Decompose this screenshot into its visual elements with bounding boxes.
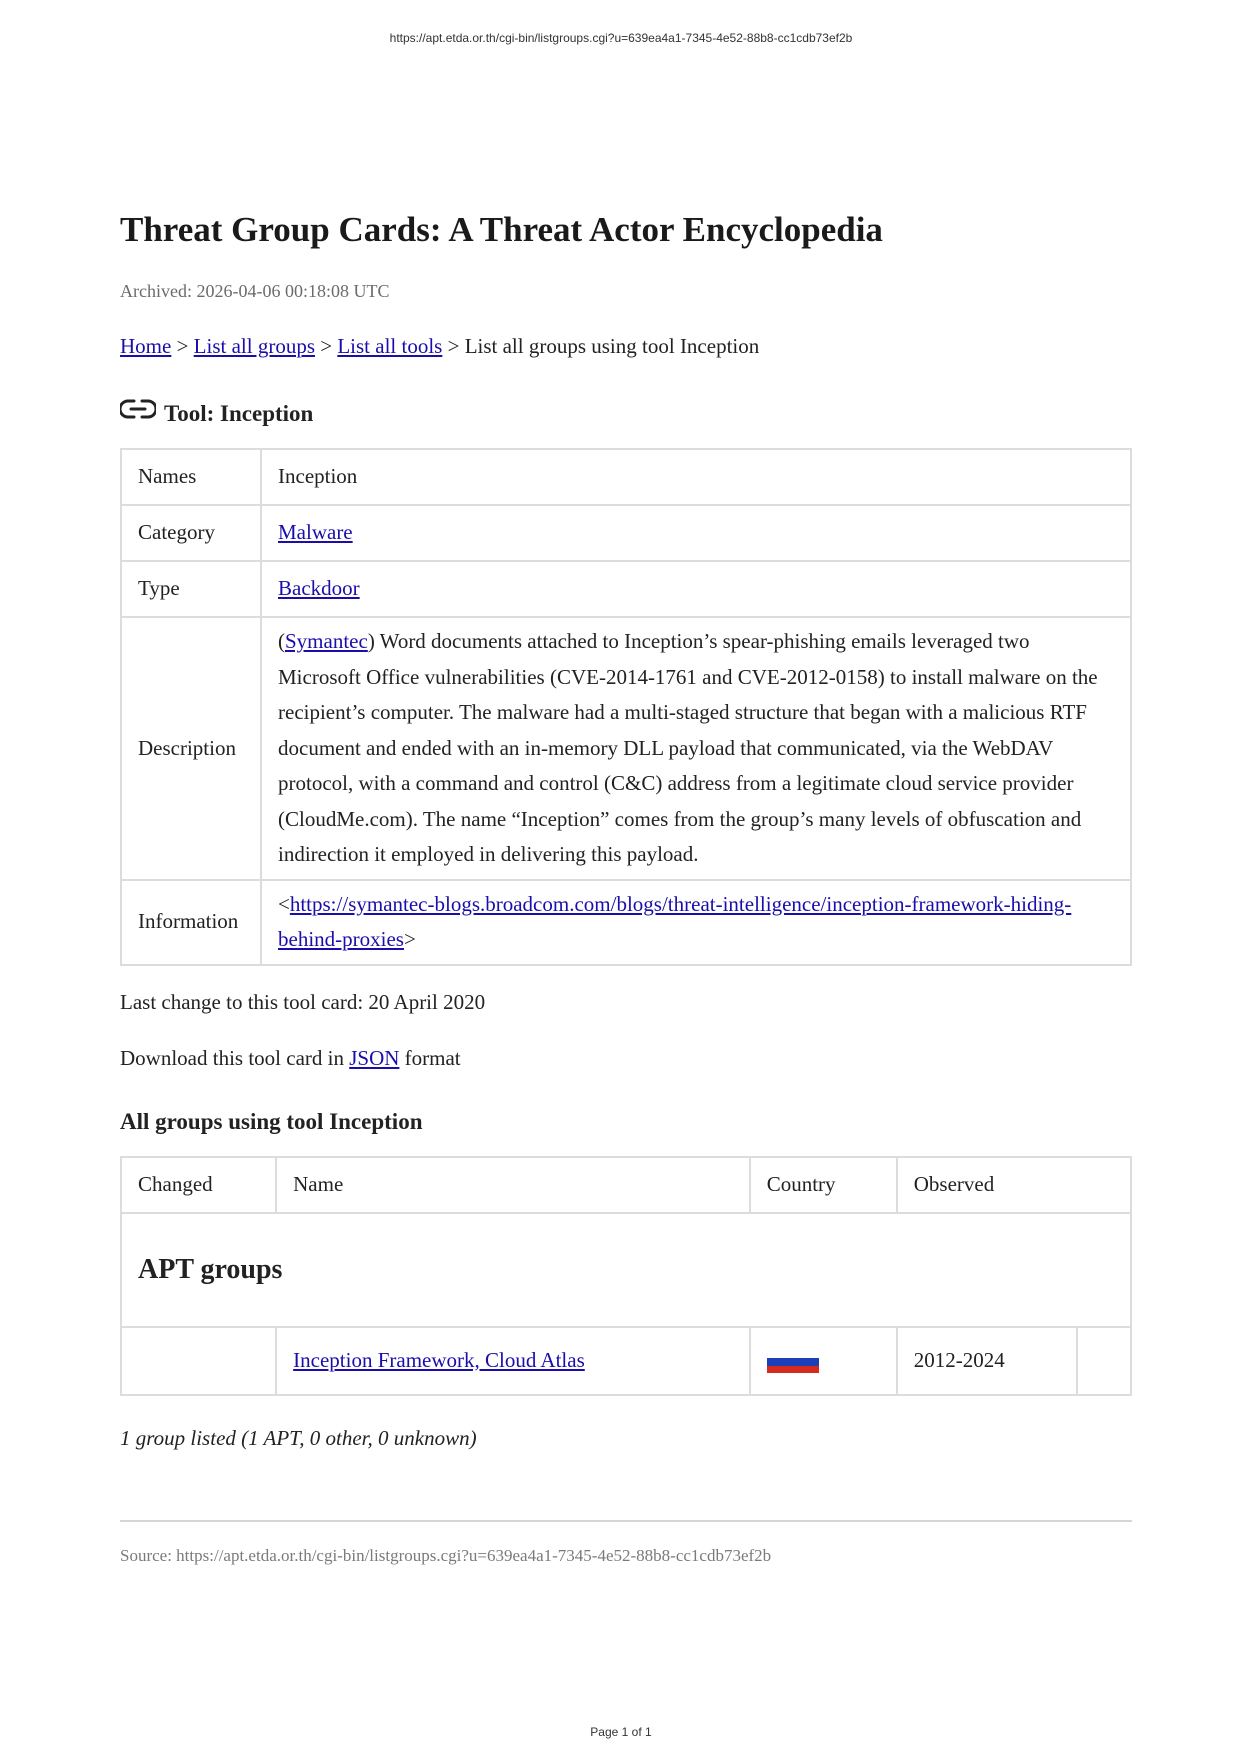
category-link[interactable]: Malware <box>278 520 353 545</box>
information-label: Information <box>121 880 261 965</box>
tool-heading-text: Tool: Inception <box>164 401 314 426</box>
description-paren: ( <box>278 629 285 653</box>
information-close-bracket: > <box>403 927 416 951</box>
table-row <box>121 505 1131 561</box>
description-text: ) Word documents attached to Inception’s spear-phishing emails leveraged two Microsoft Office vulnerabilities (CVE-2014-1761 and CVE-2012-0158) to install malware on the recipient’s computer. The malware had a multi-staged structure that began with a malicious RTF document and ended with an in-memory DLL payload that communicated, via the WebDAV protocol, with a command and control (C&C) address from a legitimate cloud service provider (CloudMe.com). The name “Inception” comes from the group’s many levels of obfuscation and indirection it employed in delivering this payload. <box>278 629 1098 866</box>
table-row <box>121 561 1131 617</box>
information-cell <box>261 880 1131 965</box>
group-extra-cell <box>1077 1327 1131 1395</box>
breadcrumb <box>120 332 1132 360</box>
type-label: Type <box>121 561 261 617</box>
page-title: Threat Group Cards: A Threat Actor Encyclopedia <box>120 210 883 249</box>
groups-summary: 1 group listed (1 APT, 0 other, 0 unknown) <box>120 1425 477 1450</box>
group-changed-cell <box>121 1327 276 1395</box>
download-line <box>120 1044 1132 1072</box>
page-number: Page 1 of 1 <box>590 1725 652 1739</box>
breadcrumb-separator: > <box>442 334 465 358</box>
category-cell <box>261 505 1131 561</box>
table-row <box>121 617 1131 880</box>
table-row <box>121 449 1131 505</box>
breadcrumb-home-link[interactable]: Home <box>120 334 172 358</box>
names-label: Names <box>121 449 261 505</box>
section-row <box>121 1213 1131 1327</box>
tool-heading <box>120 395 1132 428</box>
breadcrumb-list-groups-link[interactable]: List all groups <box>193 334 315 358</box>
description-label: Description <box>121 617 261 880</box>
json-download-link[interactable]: JSON <box>349 1045 400 1070</box>
column-header-country[interactable]: Country <box>750 1157 897 1213</box>
column-header-observed[interactable]: Observed <box>897 1157 1131 1213</box>
flag-band-red <box>767 1366 819 1373</box>
information-open-bracket: < <box>278 891 290 916</box>
download-prefix: Download this tool card in <box>120 1045 350 1070</box>
archived-timestamp: Archived: 2026-04-06 00:18:08 UTC <box>120 281 390 301</box>
print-header-url: https://apt.etda.or.th/cgi-bin/listgroups.cgi?u=639ea4a1-7345-4e52-88b8-cc1cdb73ef2b <box>389 31 853 45</box>
group-name-cell <box>276 1327 750 1395</box>
names-value: Inception <box>261 449 1131 505</box>
table-row <box>121 880 1131 965</box>
tool-info-table <box>120 448 1132 966</box>
breadcrumb-separator: > <box>315 334 338 358</box>
description-cell <box>261 617 1131 880</box>
column-header-name[interactable]: Name <box>276 1157 750 1213</box>
divider <box>120 1520 1132 1522</box>
groups-table <box>120 1156 1132 1396</box>
type-cell <box>261 561 1131 617</box>
group-observed-cell: 2012-2024 <box>897 1327 1078 1395</box>
column-header-changed[interactable]: Changed <box>121 1157 276 1213</box>
main-content <box>120 210 1132 1566</box>
type-link[interactable]: Backdoor <box>278 576 360 601</box>
link-icon <box>120 395 156 423</box>
group-country-cell <box>750 1327 897 1395</box>
download-suffix: format <box>399 1045 461 1070</box>
information-link[interactable]: https://symantec-blogs.broadcom.com/blogs/threat-intelligence/inception-framework-hiding-behind-proxies <box>278 891 1072 951</box>
category-label: Category <box>121 505 261 561</box>
group-name-link[interactable]: Inception Framework, Cloud Atlas <box>293 1347 585 1372</box>
breadcrumb-list-tools-link[interactable]: List all tools <box>337 334 443 358</box>
flag-band-white <box>767 1351 819 1358</box>
source-line: Source: https://apt.etda.or.th/cgi-bin/listgroups.cgi?u=639ea4a1-7345-4e52-88b8-cc1cdb73ef2b <box>120 1545 772 1565</box>
russia-flag-icon <box>767 1351 819 1373</box>
symantec-source-link[interactable]: Symantec <box>285 629 368 653</box>
apt-groups-section-title: APT groups <box>121 1213 1131 1327</box>
breadcrumb-separator: > <box>171 334 194 358</box>
table-row <box>121 1327 1131 1395</box>
flag-band-blue <box>767 1358 819 1365</box>
last-change-text: Last change to this tool card: 20 April 2020 <box>120 989 486 1014</box>
groups-heading: All groups using tool Inception <box>120 1108 423 1134</box>
table-header-row <box>121 1157 1131 1213</box>
breadcrumb-current: List all groups using tool Inception <box>464 334 760 358</box>
